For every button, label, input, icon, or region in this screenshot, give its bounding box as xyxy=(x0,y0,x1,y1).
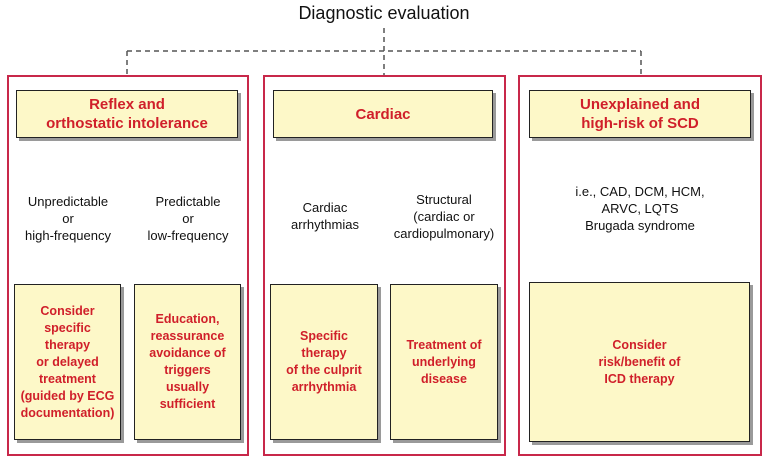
heading-unexplained: Unexplained and high-risk of SCD xyxy=(529,90,751,138)
action-treatment-disease: Treatment of underlying disease xyxy=(390,284,498,440)
condition-unexplained: i.e., CAD, DCM, HCM, ARVC, LQTS Brugada syndrome xyxy=(540,180,740,236)
diagram-title: Diagnostic evaluation xyxy=(298,3,470,23)
action-specific-therapy: Specific therapy of the culprit arrhythmia xyxy=(270,284,378,440)
action-icd-therapy: Consider risk/benefit of ICD therapy xyxy=(529,282,750,442)
condition-arrhythmias: Cardiac arrhythmias xyxy=(270,196,380,236)
action-consider-therapy: Consider specific therapy or delayed treatment (guided by ECG documentation) xyxy=(14,284,121,440)
condition-unpredictable: Unpredictable or high-frequency xyxy=(12,190,124,246)
condition-structural: Structural (cardiac or cardiopulmonary) xyxy=(386,188,502,244)
heading-cardiac: Cardiac xyxy=(273,90,493,138)
heading-reflex: Reflex and orthostatic intolerance xyxy=(16,90,238,138)
condition-predictable: Predictable or low-frequency xyxy=(132,190,244,246)
action-education: Education, reassurance avoidance of triggers usually sufficient xyxy=(134,284,241,440)
